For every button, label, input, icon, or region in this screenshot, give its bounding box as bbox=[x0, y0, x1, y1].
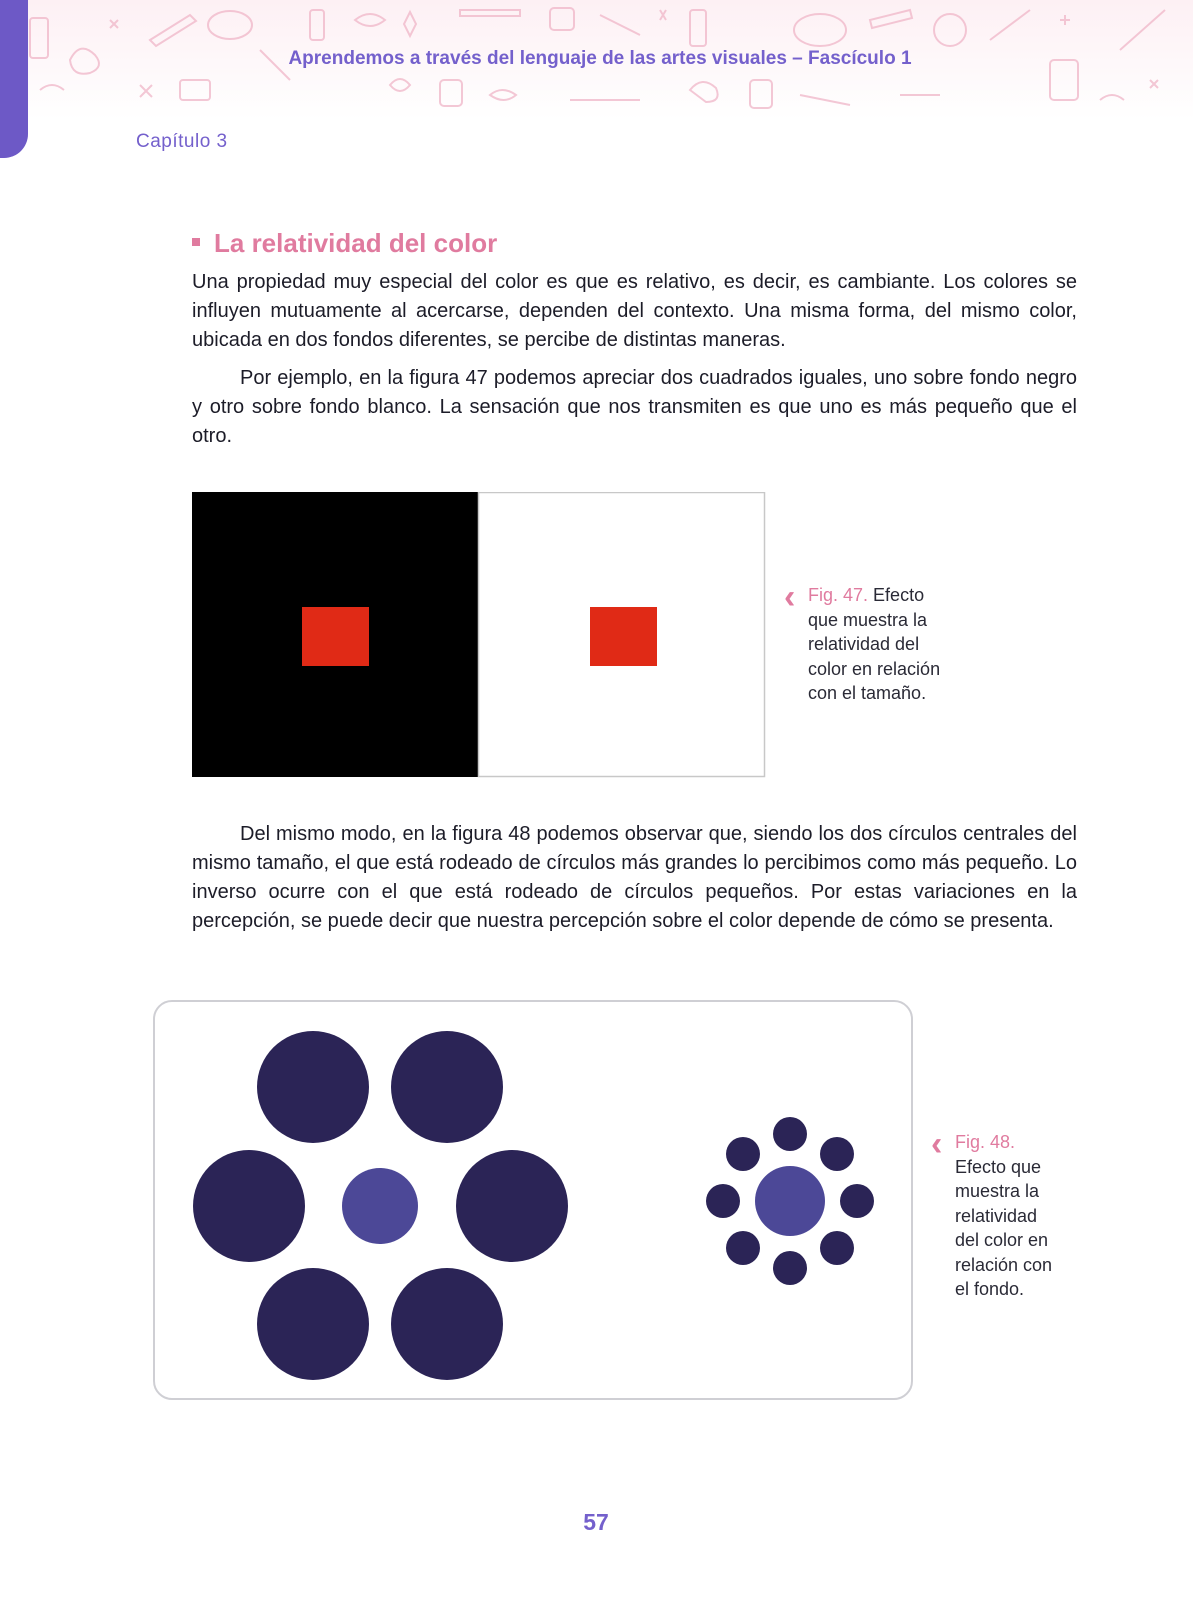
paint-jar-icon bbox=[750, 80, 772, 108]
red-square-on-black bbox=[302, 607, 369, 666]
paint-tube-icon bbox=[30, 18, 48, 58]
red-square-on-white bbox=[590, 607, 657, 666]
small-outer-circle bbox=[840, 1184, 874, 1218]
palette-icon bbox=[794, 14, 846, 46]
small-outer-circle bbox=[773, 1117, 807, 1151]
paintbrush-icon bbox=[800, 95, 850, 105]
eye-icon bbox=[40, 85, 64, 90]
large-outer-circle bbox=[391, 1031, 503, 1143]
large-outer-circle bbox=[391, 1268, 503, 1380]
section-heading bbox=[192, 228, 497, 259]
figure-47-caption bbox=[784, 578, 958, 706]
sparkle-icon bbox=[140, 85, 152, 97]
sparkle-icon bbox=[1060, 15, 1070, 25]
paragraph-3: Del mismo modo, en la figura 48 podemos observar que, siendo los dos círculos centrales del mismo tamaño, el que está rodeado de círculos más grandes lo percibimos como más pequeño. Lo inverso ocurre con el que está rodeado de círculos pequeños. Por estas variaciones en la percepción, se puede decir que nuestra percepción sobre el color depende de cómo se presenta. bbox=[192, 823, 1077, 932]
paint-splash-icon bbox=[690, 82, 718, 102]
figure-48-illustration bbox=[153, 1000, 915, 1402]
square-bullet-icon bbox=[192, 238, 200, 246]
eye-icon bbox=[1100, 95, 1124, 100]
sparkle-icon bbox=[660, 10, 666, 20]
paintbrush-icon bbox=[1120, 10, 1165, 50]
paint-splash-icon bbox=[70, 49, 99, 74]
eye-icon bbox=[355, 14, 385, 26]
figure-48-label: Fig. 48. bbox=[955, 1132, 1016, 1152]
figure-48-caption bbox=[931, 1125, 1065, 1302]
paint-tube-icon bbox=[690, 10, 706, 46]
small-outer-circle bbox=[706, 1184, 740, 1218]
paragraph-1: Una propiedad muy especial del color es que es relativo, es decir, es cambiante. Los colores se influyen mutuamente al acercarse, dependen del contexto. Una misma forma, del mismo color, ubicada en dos fondos diferentes, se percibe de distintas maneras. bbox=[192, 271, 1077, 351]
figure-47-illustration bbox=[192, 492, 766, 778]
center-circle-surrounded-by-large bbox=[342, 1168, 418, 1244]
small-outer-circle bbox=[726, 1137, 760, 1171]
large-outer-circle bbox=[257, 1031, 369, 1143]
paintbrush-icon bbox=[990, 10, 1030, 40]
paint-jar-icon bbox=[440, 80, 462, 106]
sparkle-icon bbox=[1150, 80, 1158, 88]
paint-jar-icon bbox=[550, 8, 574, 30]
large-outer-circle bbox=[257, 1268, 369, 1380]
large-outer-circle bbox=[193, 1150, 305, 1262]
small-outer-circle bbox=[773, 1251, 807, 1285]
figure-47-caption-text: Efecto que muestra la relatividad del color en relación con el tamaño. bbox=[808, 585, 941, 703]
figure-47-label: Fig. 47. bbox=[808, 585, 869, 605]
eye-icon bbox=[490, 90, 516, 100]
center-circle-surrounded-by-small bbox=[755, 1166, 825, 1236]
bust-sculpture-icon bbox=[934, 14, 966, 46]
small-outer-circle bbox=[820, 1231, 854, 1265]
paintbrush-icon bbox=[600, 15, 640, 35]
page-number: 57 bbox=[583, 1509, 609, 1535]
large-outer-circle bbox=[456, 1150, 568, 1262]
chevron-left-icon: ‹ bbox=[931, 1125, 943, 1163]
palette-icon bbox=[208, 11, 252, 39]
paintbrush-icon bbox=[150, 15, 196, 46]
paragraph-2: Por ejemplo, en la figura 47 podemos apreciar dos cuadrados iguales, uno sobre fondo negro y otro sobre fondo blanco. La sensación que nos transmiten es que uno es más pequeño que el otro. bbox=[192, 367, 1077, 447]
chevron-left-icon: ‹ bbox=[784, 578, 796, 616]
chapter-label: Capítulo 3 bbox=[136, 131, 228, 152]
figure-48-caption-text: Efecto que muestra la relatividad del color en relación con el fondo. bbox=[955, 1156, 1053, 1299]
brush-holder-icon bbox=[1050, 60, 1078, 100]
chapter-side-tab bbox=[0, 0, 28, 158]
small-outer-circle bbox=[820, 1137, 854, 1171]
section-title-text: La relatividad del color bbox=[214, 228, 498, 258]
sparkle-icon bbox=[404, 12, 416, 36]
paint-tube-icon bbox=[870, 10, 912, 28]
paint-tube-icon bbox=[310, 10, 324, 40]
pencil-icon bbox=[460, 10, 520, 16]
book-title: Aprendemos a través del lenguaje de las artes visuales – Fascículo 1 bbox=[288, 48, 912, 69]
small-outer-circle bbox=[726, 1231, 760, 1265]
paint-splash-icon bbox=[390, 79, 410, 91]
paintbrush-icon bbox=[180, 80, 210, 100]
sparkle-icon bbox=[110, 20, 118, 28]
